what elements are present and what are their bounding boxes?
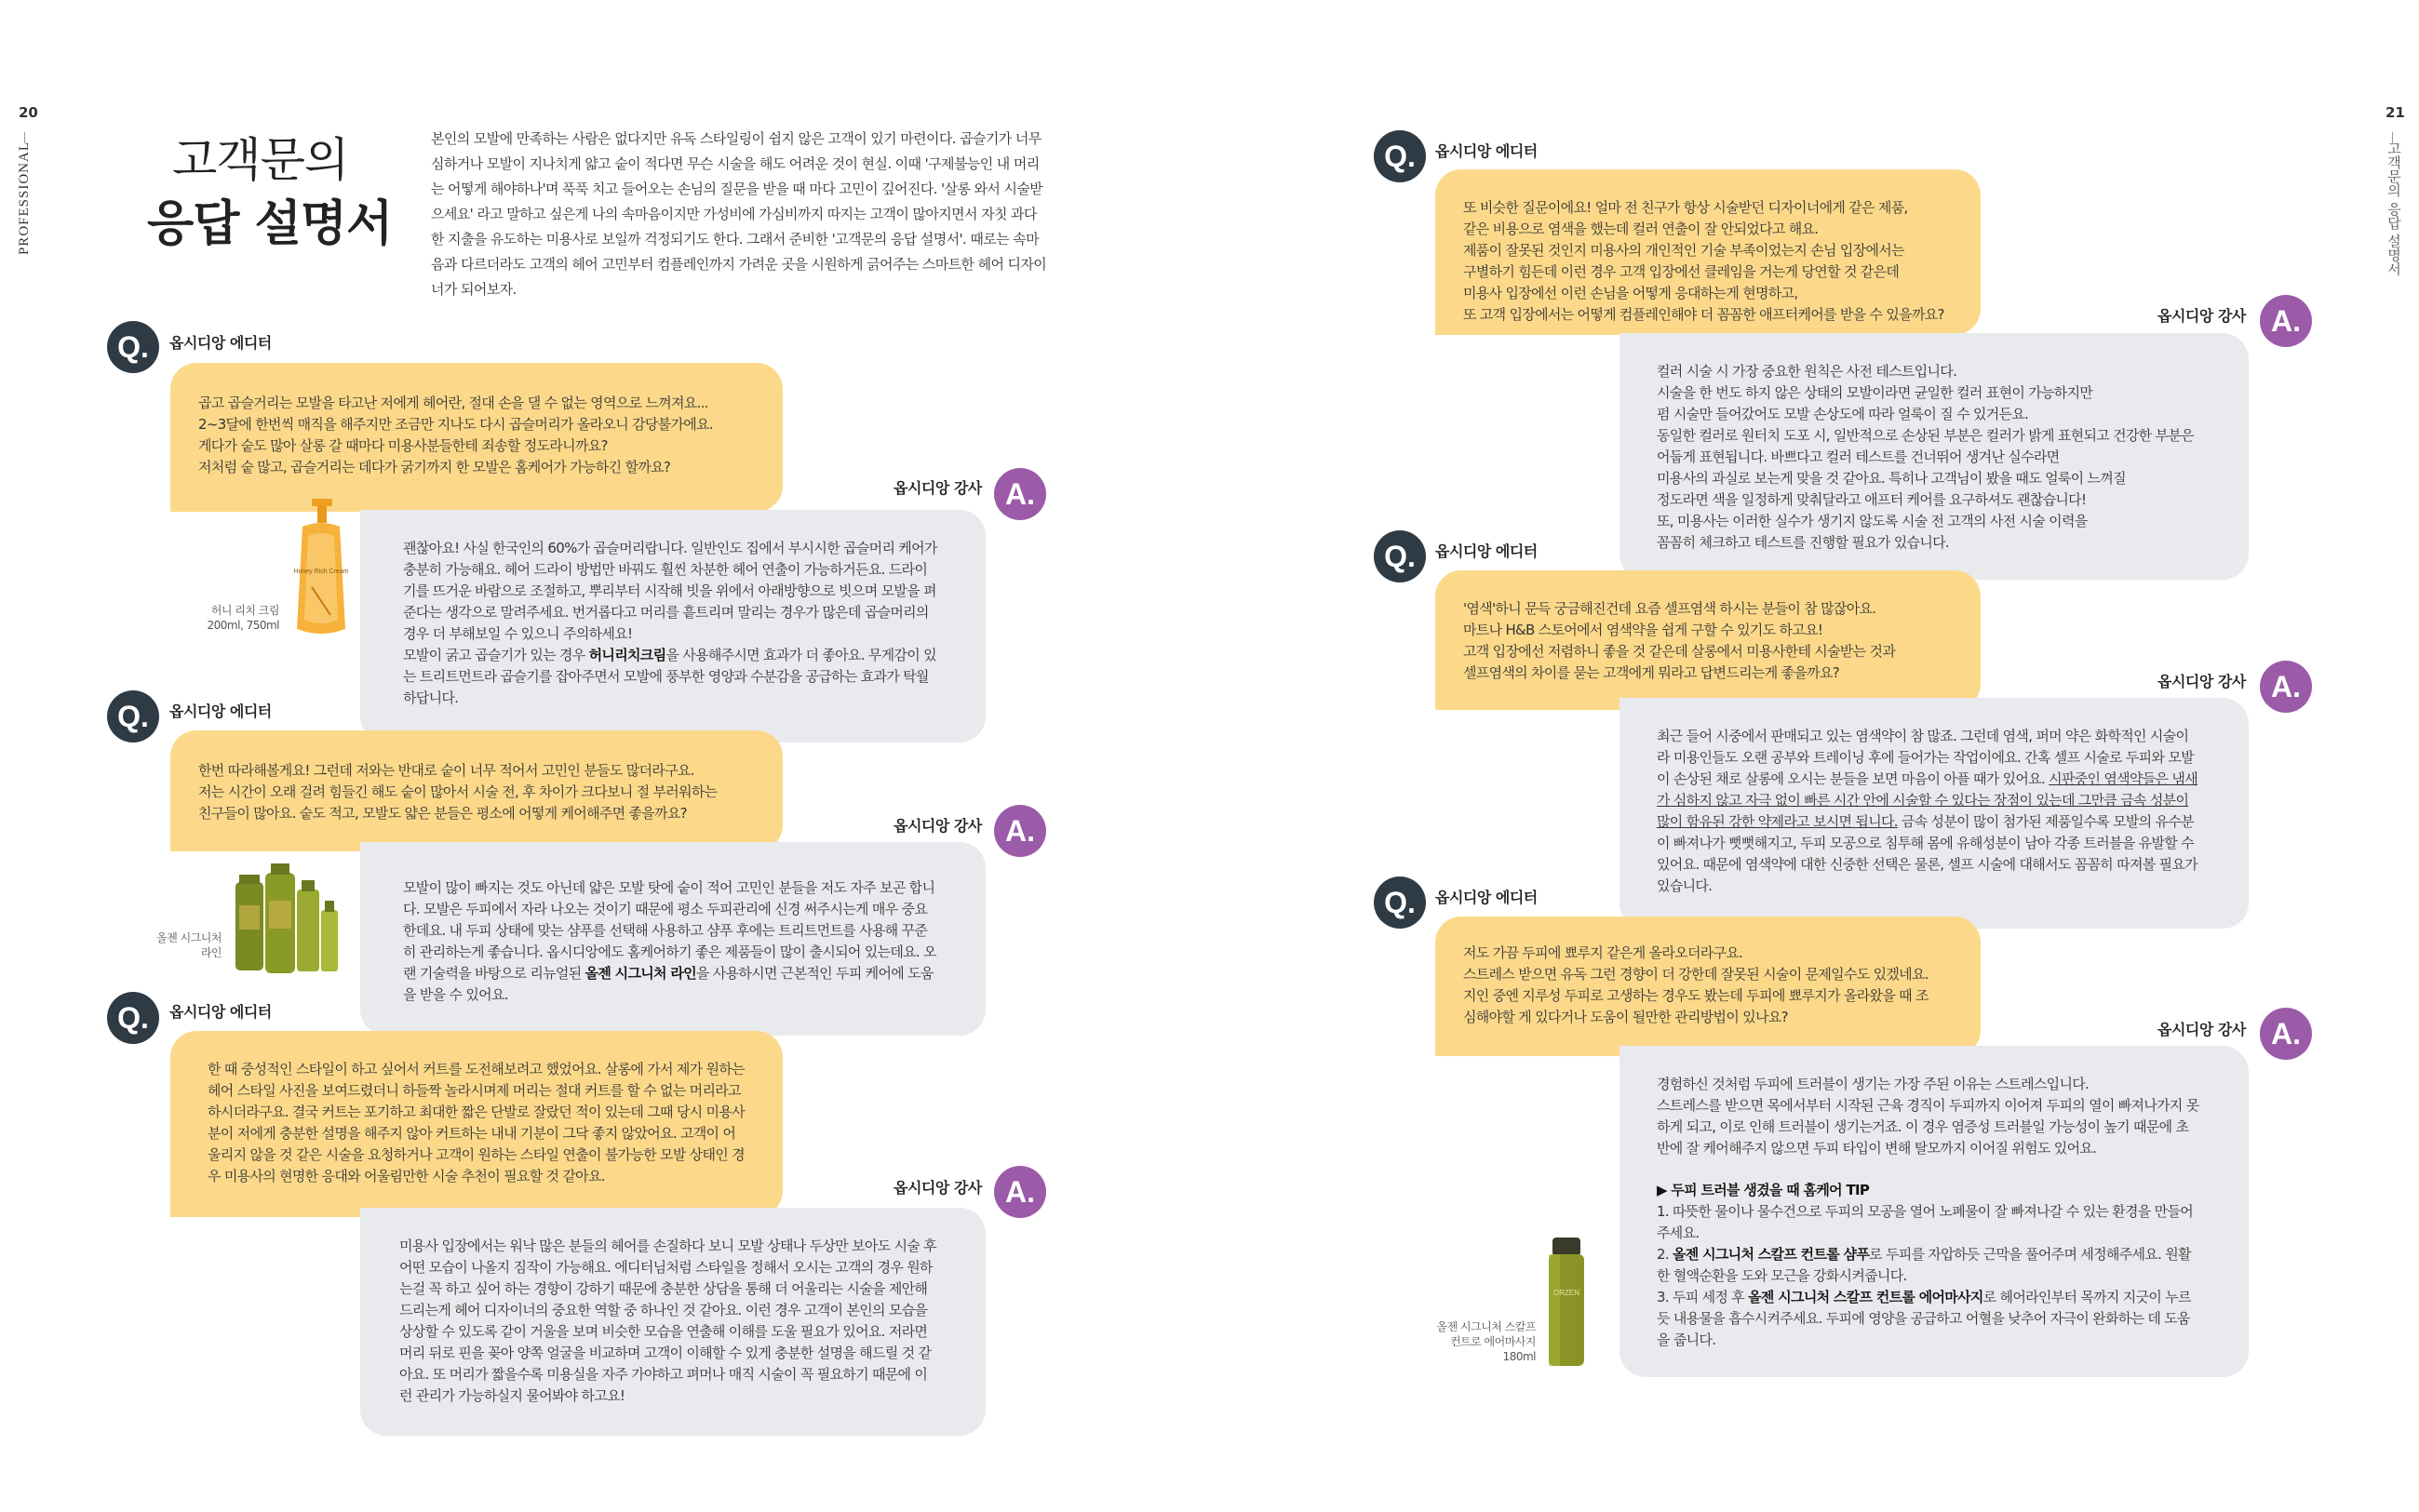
tip-3-bold: 올젠 시그니처 스칼프 컨트롤 에어마사지 [1748,1289,1983,1305]
answer-text-2-post: 을 사용하시면 근본적인 두피 케어에 도움을 받을 수 있어요. [403,965,934,1003]
answer-text-6: 경험하신 것처럼 두피에 트러블이 생기는 가장 주된 이유는 스트레스입니다. 스트레스를 받으면 목에서부터 시작된 근육 경직이 두피까지 이어져 두피의 열이 빠져나가지 못하게 되고, 이로 인해 트러블이 생기는거죠. 이 경우 염증성 트러블일 가능성이 높기 때문에 초반에 잘 케어해주지 않으면 두피 타입이 변해 탈모까지 이어질 위험도 있어요. [1657,1076,2199,1157]
answer-text-1-bold: 허니리치크림 [588,647,666,663]
answer-text-5-underline: 시판중인 염색약들은 냄새가 심하지 않고 자극 없이 빠른 시간 안에 시술할 수 있다는 장점이 있는데 그만큼 금속 성분이 많이 함유된 강한 약제라고 보시면 됩니다. [1657,770,2197,830]
homecare-tip-3 [1657,1287,2200,1351]
answer-text-5-post: 금속 성분이 많이 첨가된 제품일수록 모발의 유수분이 빠져나가 뻣뻣해지고, 두피 모공으로 침투해 몸에 유해성분이 남아 각종 트러블을 유발할 수 있어요. 때문에 염색약에 대한 신중한 선택은 물론, 셀프 시술에 대해서도 꼼꼼히 따져볼 필요가 있습니다. [1657,813,2197,894]
honey-rich-cream-image [284,499,358,638]
answer-bubble-5 [1619,698,2249,929]
page-title-line1: 고객문의 [172,133,349,187]
question-bubble-1: 곱고 곱슬거리는 모발을 타고난 저에게 헤어란, 절대 손을 댈 수 없는 영역으로 느껴져요... 2~3달에 한번씩 매직을 해주지만 조금만 지나도 다시 곱슬머리가 올라오니 감당불가에요. 게다가 숱도 많아 살롱 갈 때마다 미용사분들한테 죄송할 정도라니까요? 저처럼 숱 많고, 곱슬거리는 데다가 굵기까지 한 모발은 홈케어가 가능하긴 할까요? [170,363,783,512]
answer-bubble-2 [360,842,986,1036]
question-badge: Q. [107,321,159,373]
editor-name: 옵시디앙 에디터 [169,1003,272,1021]
tip-2-post: 로 두피를 자압하듯 근막을 풀어주며 세정해주세요. 원활한 혈액순환을 도와 모근을 강화시켜줍니다. [1657,1246,2191,1284]
scalp-product-label: ORZEN [1553,1289,1579,1297]
answer-bubble-4: 컬러 시술 시 가장 중요한 원칙은 사전 테스트입니다. 시술을 한 번도 하지 않은 상태의 모발이라면 균일한 컬러 표현이 가능하지만 펌 시술만 들어갔어도 모발 손상도에 따라 얼룩이 질 수 있거든요. 동일한 컬러로 원터치 도포 시, 일반적으로 손상된 부분은 컬러가 밝게 표현되고 건강한 부분은 어둡게 표현됩니다. 바쁘다고 컬러 테스트를 건너뛰어 생겨난 실수라면 미용사의 과실로 보는게 맞을 것 같아요. 특히나 고객님이 봤을 때도 얼룩이 느껴질 정도라면 색을 일정하게 맞춰달라고 애프터 케어를 요구하셔도 괜찮습니다! 또, 미용사는 이러한 실수가 생기지 않도록 시술 전 고객의 사전 시술 이력을 꼼꼼히 체크하고 테스트를 진행할 필요가 있습니다. [1619,333,2249,580]
question-badge: Q. [1374,876,1426,929]
scalp-air-massage-caption: 올젠 시그니처 스칼프 컨트로 에어마사지 180ml [1436,1320,1536,1363]
answer-bubble-1 [360,510,986,743]
tip-3-post: 로 헤어라인부터 목까지 지긋이 누르듯 내용물을 흡수시켜주세요. 두피에 영양을 공급하고 어혈을 낮추어 자극이 완화하는 데 도움을 줍니다. [1657,1289,2191,1348]
editor-name: 옵시디앙 에디터 [1435,889,1538,906]
question-bubble-2: 한번 따라해볼게요! 그런데 저와는 반대로 숱이 너무 적어서 고민인 분들도 많더라구요. 저는 시간이 오래 걸려 힘들긴 해도 숱이 많아서 시술 전, 후 차이가 크다보니 절 부러워하는 친구들이 많아요. 숱도 적고, 모발도 얇은 분들은 평소에 어떻게 케어해주면 좋을까요? [170,730,783,851]
answer-badge: A. [994,805,1046,857]
editor-name: 옵시디앙 에디터 [1435,542,1538,560]
answer-badge: A. [2260,295,2312,347]
editor-name: 옵시디앙 에디터 [1435,142,1538,160]
intro-paragraph: 본인의 모발에 만족하는 사람은 없다지만 유독 스타일링이 쉽지 않은 고객이 있기 마련이다. 곱슬기가 너무 심하거나 모발이 지나치게 얇고 숱이 적다면 무슨 시술을 해도 어려운 것이 현실. 이때 '구제불능인 내 머리는 어떻게 해야하나'며 푹푹 치고 들어오는 손님의 질문을 받을 때 마다 고민이 깊어진다. '살롱 와서 시술받으세요' 라고 말하고 싶은게 나의 속마음이지만 가성비에 가심비까지 따지는 고객이 많아지면서 자칫 과다한 지출을 유도하는 미용사로 보일까 걱정되기도 한다. 그래서 준비한 '고객문의 응답 설명서'. 때로는 속마음과 다르더라도 고객의 헤어 고민부터 컴플레인까지 가려운 곳을 시원하게 긁어주는 스마트한 헤어 디자이너가 되어보자. [431,130,1047,298]
answer-badge: A. [2260,1008,2312,1060]
tip-2-bold: 올젠 시그니처 스칼프 컨트롤 샴푸 [1672,1246,1870,1263]
question-bubble-4: 또 비슷한 질문이에요! 얼마 전 친구가 항상 시술받던 디자이너에게 같은 제품, 같은 비용으로 염색을 했는데 컬러 연출이 잘 안되었다고 해요. 제품이 잘못된 것인지 미용사의 개인적인 기술 부족이었는지 손님 입장에서는 구별하기 힘든데 이런 경우 고객 입장에선 클레임을 거는게 당연할 것 같은데 미용사 입장에선 이런 손님을 어떻게 응대하는게 현명하고, 또 고객 입장에서는 어떻게 컴플레인해야 더 꼼꼼한 애프터케어를 받을 수 있을까요? [1435,169,1981,335]
instructor-name: 옵시디앙 강사 [2157,307,2246,325]
answer-bubble-6 [1619,1046,2249,1377]
page-title-line2: 응답 설명서 [147,196,393,252]
question-bubble-3: 한 때 중성적인 스타일이 하고 싶어서 커트를 도전해보려고 했었어요. 살롱에 가서 제가 원하는 헤어 스타일 사진을 보여드렸더니 하들짝 놀라시며제 머리는 절대 커트를 할 수 없는 머리라고 하시더라구요. 결국 커트는 포기하고 최대한 짧은 단발로 잘랐던 적이 있는데 그때 당시 미용사 분이 저에게 충분한 설명을 해주지 않아 커트하는 내내 기분이 그닥 좋지 않았어요. 고객이 어울리지 않을 것 같은 시술을 요청하거나 고객이 원하는 스타일 연출이 불가능한 모발 상태인 경우 미용사의 현명한 응대와 어울림만한 시술 추천이 필요할 것 같아요. [170,1031,783,1217]
answer-text-2-bold: 올젠 시그니처 라인 [585,965,696,982]
honey-rich-cream-caption: 허니 리치 크림 200ml, 750ml [207,604,279,632]
answer-badge: A. [2260,661,2312,713]
editor-name: 옵시디앙 에디터 [169,334,272,352]
homecare-tip-title: ▶ 두피 트러블 생겼을 때 홈케어 TIP [1657,1182,1870,1198]
answer-text-1-post: 을 사용해주시면 효과가 더 좋아요. 무게감이 있는 트리트먼트라 곱슬기를 잡아주면서 모발에 풍부한 영양과 수분감을 공급하는 효과가 탁월하답니다. [403,647,936,706]
question-badge: Q. [107,992,159,1044]
question-bubble-5: '염색'하니 문득 궁금해진건데 요즘 셀프염색 하시는 분들이 참 많잖아요. 마트나 H&B 스토어에서 염색약을 쉽게 구할 수 있기도 하고요! 고객 입장에선 저렴하니 좋을 것 같은데 살롱에서 미용사한테 시술받는 것과 셀프염색의 차이를 묻는 고객에게 뭐라고 답변드리는게 좋을까요? [1435,570,1981,710]
tip-1-text: 1. 따뜻한 물이나 물수건으로 두피의 모공을 열어 노폐물이 잘 빠져나갈 수 있는 환경을 만들어주세요. [1657,1203,2194,1241]
editor-name: 옵시디앙 에디터 [169,702,272,720]
answer-badge: A. [994,468,1046,520]
answer-badge: A. [994,1166,1046,1218]
answer-text-1 [403,538,939,709]
question-badge: Q. [1374,530,1426,582]
answer-text-5 [1657,726,2200,897]
answer-text-2-pre: 모발이 많이 빠지는 것도 아닌데 얇은 모발 탓에 숱이 적어 고민인 분들을 저도 자주 보곤 합니다. 모발은 두피에서 자라 나오는 것이기 때문에 평소 두피관리에 신경 써주시는게 매우 중요한데요. 내 두피 상태에 맞는 샴푸를 선택해 사용하고 샴푸 후에는 트리트먼트를 사용해 꾸준히 관리하는게 좋습니다. 옵시디앙에도 홈케어하기 좋은 제품들이 많이 출시되어 있는데요. 오랜 기술력을 바탕으로 리뉴얼된 [403,879,936,982]
instructor-name: 옵시디앙 강사 [2157,673,2246,690]
right-page-number: 21 [2385,104,2405,121]
answer-text-5-pre: 최근 들어 시중에서 판매되고 있는 염색약이 참 많죠. 그런데 염색, 퍼머 약은 화학적인 시술이라 미용인들도 오랜 공부와 트레이닝 후에 들어가는 작업이에요. 간혹 셀프 시술로 두피와 모발이 손상된 채로 살롱에 오시는 분들을 보면 마음이 아플 때가 있어요. [1657,728,2194,787]
tip-3-pre: 3. 두피 세정 후 [1657,1289,1749,1305]
question-bubble-6: 저도 가끔 두피에 뾰루지 같은게 올라오더라구요. 스트레스 받으면 유독 그런 경향이 더 강한데 잘못된 시술이 문제일수도 있겠네요. 지인 중엔 지루성 두피로 고생하는 경우도 봤는데 두피에 뾰루지가 올라왔을 때 조 심해야할 게 있다거나 도움이 될만한 관리방법이 있나요? [1435,917,1981,1056]
question-badge: Q. [107,690,159,743]
homecare-tip-2 [1657,1244,2200,1287]
question-badge: Q. [1374,130,1426,182]
tip-2-pre: 2. [1657,1246,1673,1263]
instructor-name: 옵시디앙 강사 [2157,1021,2246,1038]
homecare-tip-1 [1657,1201,2200,1244]
orzen-signature-line-image [228,863,344,977]
left-page-number: 20 [19,104,38,121]
instructor-name: 옵시디앙 강사 [894,1179,982,1197]
instructor-name: 옵시디앙 강사 [894,817,982,835]
orzen-signature-line-caption: 올젠 시그니처 라인 [156,931,222,959]
answer-text-2 [403,877,939,1006]
answer-bubble-3: 미용사 입장에서는 워낙 많은 분들의 헤어를 손질하다 보니 모발 상태나 두상만 보아도 시술 후 어떤 모습이 나올지 짐작이 가능해요. 에디터님처럼 스타일을 정해서 오시는 고객의 경우 원하는걸 꼭 하고 싶어 하는 경향이 강하기 때문에 충분한 상담을 통해 더 어울리는 시술을 제안해드리는게 헤어 디자이너의 중요한 역할 중 하나인 것 같아요. 이런 경우 고객이 본인의 모습을 상상할 수 있도록 같이 거울을 보며 비슷한 모습을 연출해 이해를 도울 필요가 있어요. 저라면 머리 뒤로 핀을 꽂아 양쪽 얼굴을 비교하며 고객이 이해할 수 있게 충분한 설명을 해드릴 것 같아요. 또 머리가 짧을수록 미용실을 자주 가야하고 펴머나 매직 시술이 꼭 필요하기 때문에 이런 관리가 가능하실지 물어봐야 하고요! [360,1208,986,1436]
scalp-air-massage-image [1545,1238,1588,1370]
section-label-left: PROFESSIONAL [17,141,32,256]
honey-product-label: Honey Rich Cream [293,569,349,575]
section-label-right: 고객문의 응답 설명서 [2385,141,2402,276]
instructor-name: 옵시디앙 강사 [894,479,982,497]
answer-text-1-pre: 괜찮아요! 사실 한국인의 60%가 곱슬머리랍니다. 일반인도 집에서 부시시한 곱슬머리 케어가 충분히 가능해요. 헤어 드라이 방법만 바꿔도 훨씬 차분한 헤어 연출이 가능하거든요. 드라이기를 뜨거운 바람으로 조절하고, 뿌리부터 시작해 빗을 위에서 아래방향으로 빗으며 모발을 펴준다는 생각으로 말려주세요. 번거롭다고 머리를 흩트리며 말리는 경우가 많은데 곱슬머리의 경우 더 부해보일 수 있으니 주의하세요! 모발이 굵고 곱슬기가 있는 경우 [403,540,937,663]
